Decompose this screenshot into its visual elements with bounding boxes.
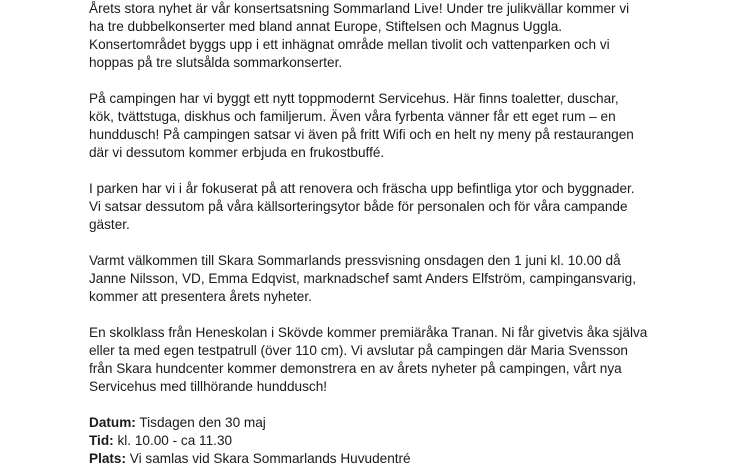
paragraph-press-viewing: [89, 252, 649, 306]
text-line: Servicehus med tillhörande hunddusch!: [89, 379, 328, 394]
place-value: Vi samlas vid Skara Sommarlands Huvudentré: [126, 451, 411, 466]
time-label: Tid:: [89, 433, 114, 448]
text-line: kommer att presentera årets nyheter.: [89, 289, 312, 304]
paragraph-concerts: [89, 0, 649, 72]
press-release-document: [89, 0, 649, 468]
text-line: Janne Nilsson, VD, Emma Edqvist, marknadschef samt Anders Elfström, campingansvarig,: [89, 271, 636, 286]
time-line: [89, 432, 649, 450]
text-line: eller ta med egen testpatrull (över 110 cm). Vi avslutar på campingen där Maria Svensson: [89, 343, 628, 358]
date-value: Tisdagen den 30 maj: [135, 415, 266, 430]
paragraph-park: [89, 180, 649, 234]
date-label: Datum:: [89, 415, 136, 430]
text-line: Konsertområdet byggs upp i ett inhägnat område mellan tivolit och vattenparken och vi: [89, 37, 610, 52]
time-value: kl. 10.00 - ca 11.30: [113, 433, 233, 448]
text-line: Varmt välkommen till Skara Sommarlands pressvisning onsdagen den 1 juni kl. 10.00 då: [89, 253, 621, 268]
text-line: I parken har vi i år fokuserat på att renovera och fräscha upp befintliga ytor och byggnader.: [89, 181, 635, 196]
event-details: [89, 414, 649, 468]
text-line: hunddusch! På campingen satsar vi även på fritt Wifi och en helt ny meny på restaurangen: [89, 127, 634, 142]
paragraph-camping: [89, 90, 649, 162]
text-line: ha tre dubbelkonserter med bland annat Europe, Stiftelsen och Magnus Uggla.: [89, 19, 563, 34]
paragraph-school-class: [89, 324, 649, 396]
text-line: från Skara hundcenter kommer demonstrera en av årets nyheter på campingen, vårt nya: [89, 361, 622, 376]
text-line: Årets stora nyhet är vår konsertsatsning Sommarland Live! Under tre julikvällar kommer vi: [89, 1, 630, 16]
text-line: En skolklass från Heneskolan i Skövde kommer premiäråka Tranan. Ni får givetvis åka själva: [89, 325, 648, 340]
text-line: kök, tvättstuga, diskhus och familjerum. Även våra fyrbenta vänner får ett eget rum – en: [89, 109, 616, 124]
date-line: [89, 414, 649, 432]
place-line: [89, 450, 649, 468]
place-label: Plats:: [89, 451, 127, 466]
text-line: där vi dessutom kommer erbjuda en frukostbuffé.: [89, 145, 385, 160]
text-line: hoppas på tre slutsålda sommarkonserter.: [89, 55, 343, 70]
text-line: På campingen har vi byggt ett nytt toppmodernt Servicehus. Här finns toaletter, duschar,: [89, 91, 619, 106]
text-line: gäster.: [89, 217, 130, 232]
text-line: Vi satsar dessutom på våra källsorteringsytor både för personalen och för våra campande: [89, 199, 628, 214]
